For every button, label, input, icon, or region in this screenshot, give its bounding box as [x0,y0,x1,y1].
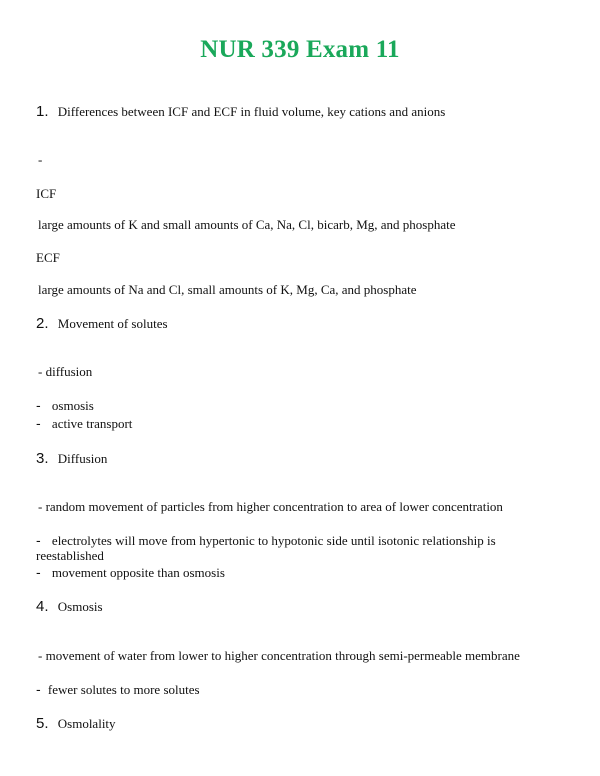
answer-text: osmosis [51,398,94,413]
answer-line: - random movement of particles from higher concentration to area of lower concentration [38,499,503,514]
answer-text: fewer solutes to more solutes [47,682,200,697]
answer-text: movement opposite than osmosis [51,565,225,580]
document-title: NUR 339 Exam 11 [200,36,400,63]
answer-text: electrolytes will move from hypertonic to hypotonic side until isotonic relationship is reestablished [36,533,496,563]
answer-dash: - [38,152,43,167]
answer-line [36,416,132,431]
question-text: Osmosis [57,599,103,614]
icf-label: ICF [36,186,57,201]
question-5 [36,716,116,731]
bullet-dash: - [36,564,41,580]
question-number: 5. [36,715,49,732]
answer-line [36,565,225,580]
question-3 [36,451,107,466]
answer-line [36,682,200,697]
question-text: Movement of solutes [57,316,168,331]
answer-line: - diffusion [38,364,93,379]
question-number: 1. [36,103,49,120]
question-text: Differences between ICF and ECF in fluid volume, key cations and anions [57,104,446,119]
bullet-dash: - [36,397,41,413]
ecf-text: large amounts of Na and Cl, small amounts of K, Mg, Ca, and phosphate [38,282,417,297]
question-1 [36,104,445,119]
bullet-dash: - [36,532,41,548]
answer-text: active transport [51,416,133,431]
answer-line: - movement of water from lower to higher concentration through semi-permeable membrane [38,648,520,663]
question-number: 2. [36,315,49,332]
question-4 [36,599,103,614]
question-text: Osmolality [57,716,116,731]
question-number: 4. [36,598,49,615]
question-text: Diffusion [57,451,108,466]
bullet-dash: - [36,415,41,431]
ecf-label: ECF [36,250,60,265]
answer-line [36,533,536,563]
question-number: 3. [36,450,49,467]
bullet-dash: - [36,681,41,697]
answer-line [36,398,94,413]
icf-text: large amounts of K and small amounts of Ca, Na, Cl, bicarb, Mg, and phosphate [38,217,456,232]
question-2 [36,316,168,331]
